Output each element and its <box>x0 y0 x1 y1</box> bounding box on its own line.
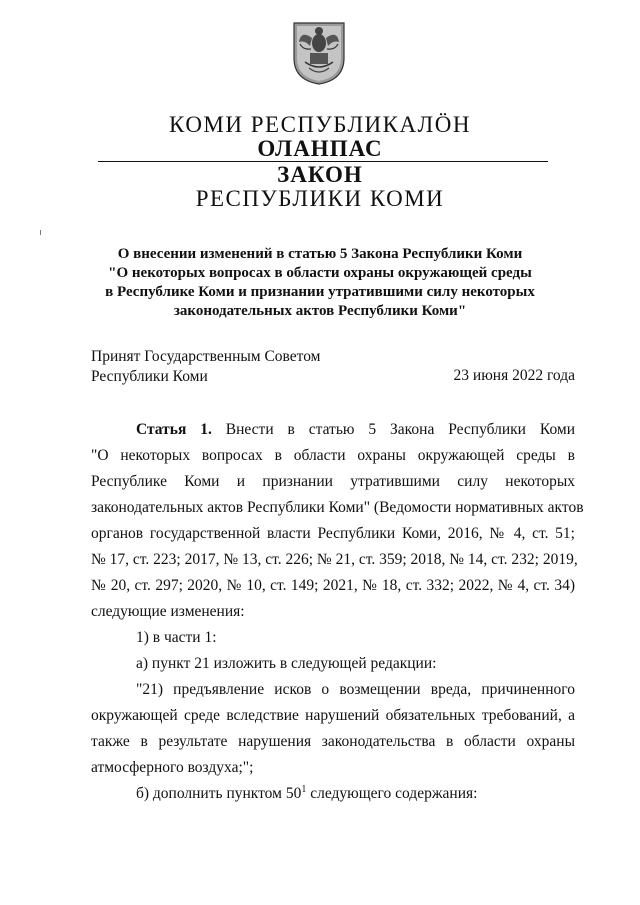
item-b-text-rest: следующего содержания: <box>306 785 478 802</box>
article-line: законодательных актов Республики Коми" (Ведомости нормативных актов <box>91 499 584 516</box>
law-title-line: О внесении изменений в статью 5 Закона Республики Коми <box>117 246 523 262</box>
quote-line: окружающей среде вследствие нарушений обязательных требований, а <box>91 707 575 724</box>
law-title-line: в Республике Коми и признании утратившими силу некоторых <box>105 284 535 300</box>
article-first-line <box>91 417 575 443</box>
article-line: органов государственной власти Республики Коми, 2016, № 4, ст. 51; <box>91 525 575 542</box>
law-title-line: "О некоторых вопросах в области охраны окружающей среды <box>108 265 532 281</box>
item-a: а) пункт 21 изложить в следующей редакции: <box>136 655 437 672</box>
quote-line: также в результате нарушения законодательства в области охраны <box>91 733 575 750</box>
header-olanpas: ОЛАНПАС <box>257 136 383 161</box>
item-b-text: б) дополнить пунктом 50 <box>136 785 302 802</box>
article-label: Статья 1. <box>136 421 212 438</box>
quote-line: атмосферного воздуха;"; <box>91 759 254 776</box>
adoption-note <box>91 347 321 387</box>
adoption-date: 23 июня 2022 года <box>453 367 575 384</box>
adoption-line: Республики Коми <box>91 368 208 385</box>
header-respubliki-komi: РЕСПУБЛИКИ КОМИ <box>195 186 445 211</box>
item-b <box>91 781 575 807</box>
quote-line: "21) предъявление исков о возмещении вреда, причиненного <box>136 681 575 698</box>
law-title <box>0 245 640 321</box>
komi-coat-of-arms-icon <box>291 20 347 86</box>
article-line: "О некоторых вопросах в области охраны окружающей среды в <box>91 447 575 464</box>
law-title-line: законодательных актов Республики Коми" <box>173 303 467 319</box>
adoption-line: Принят Государственным Советом <box>91 348 321 365</box>
law-body <box>91 417 584 807</box>
article-line: № 17, ст. 223; 2017, № 13, ст. 226; № 21, ст. 359; 2018, № 14, ст. 232; 2019, <box>91 551 578 568</box>
article-line: Республике Коми и признании утратившими силу некоторых <box>91 473 575 490</box>
article-line: № 20, ст. 297; 2020, № 10, ст. 149; 2021, № 18, ст. 332; 2022, № 4, ст. 34) <box>91 577 575 594</box>
header-komi-line: КОМИ РЕСПУБЛИКАЛÖН <box>169 112 471 137</box>
header-zakon: ЗАКОН <box>277 162 363 187</box>
margin-mark <box>40 230 41 235</box>
item-b-superscript: 1 <box>301 784 307 795</box>
part-1-item: 1) в части 1: <box>136 629 217 646</box>
article-line: следующие изменения: <box>91 603 245 620</box>
article-text: Внести в статью 5 Закона Республики Коми <box>225 421 575 438</box>
